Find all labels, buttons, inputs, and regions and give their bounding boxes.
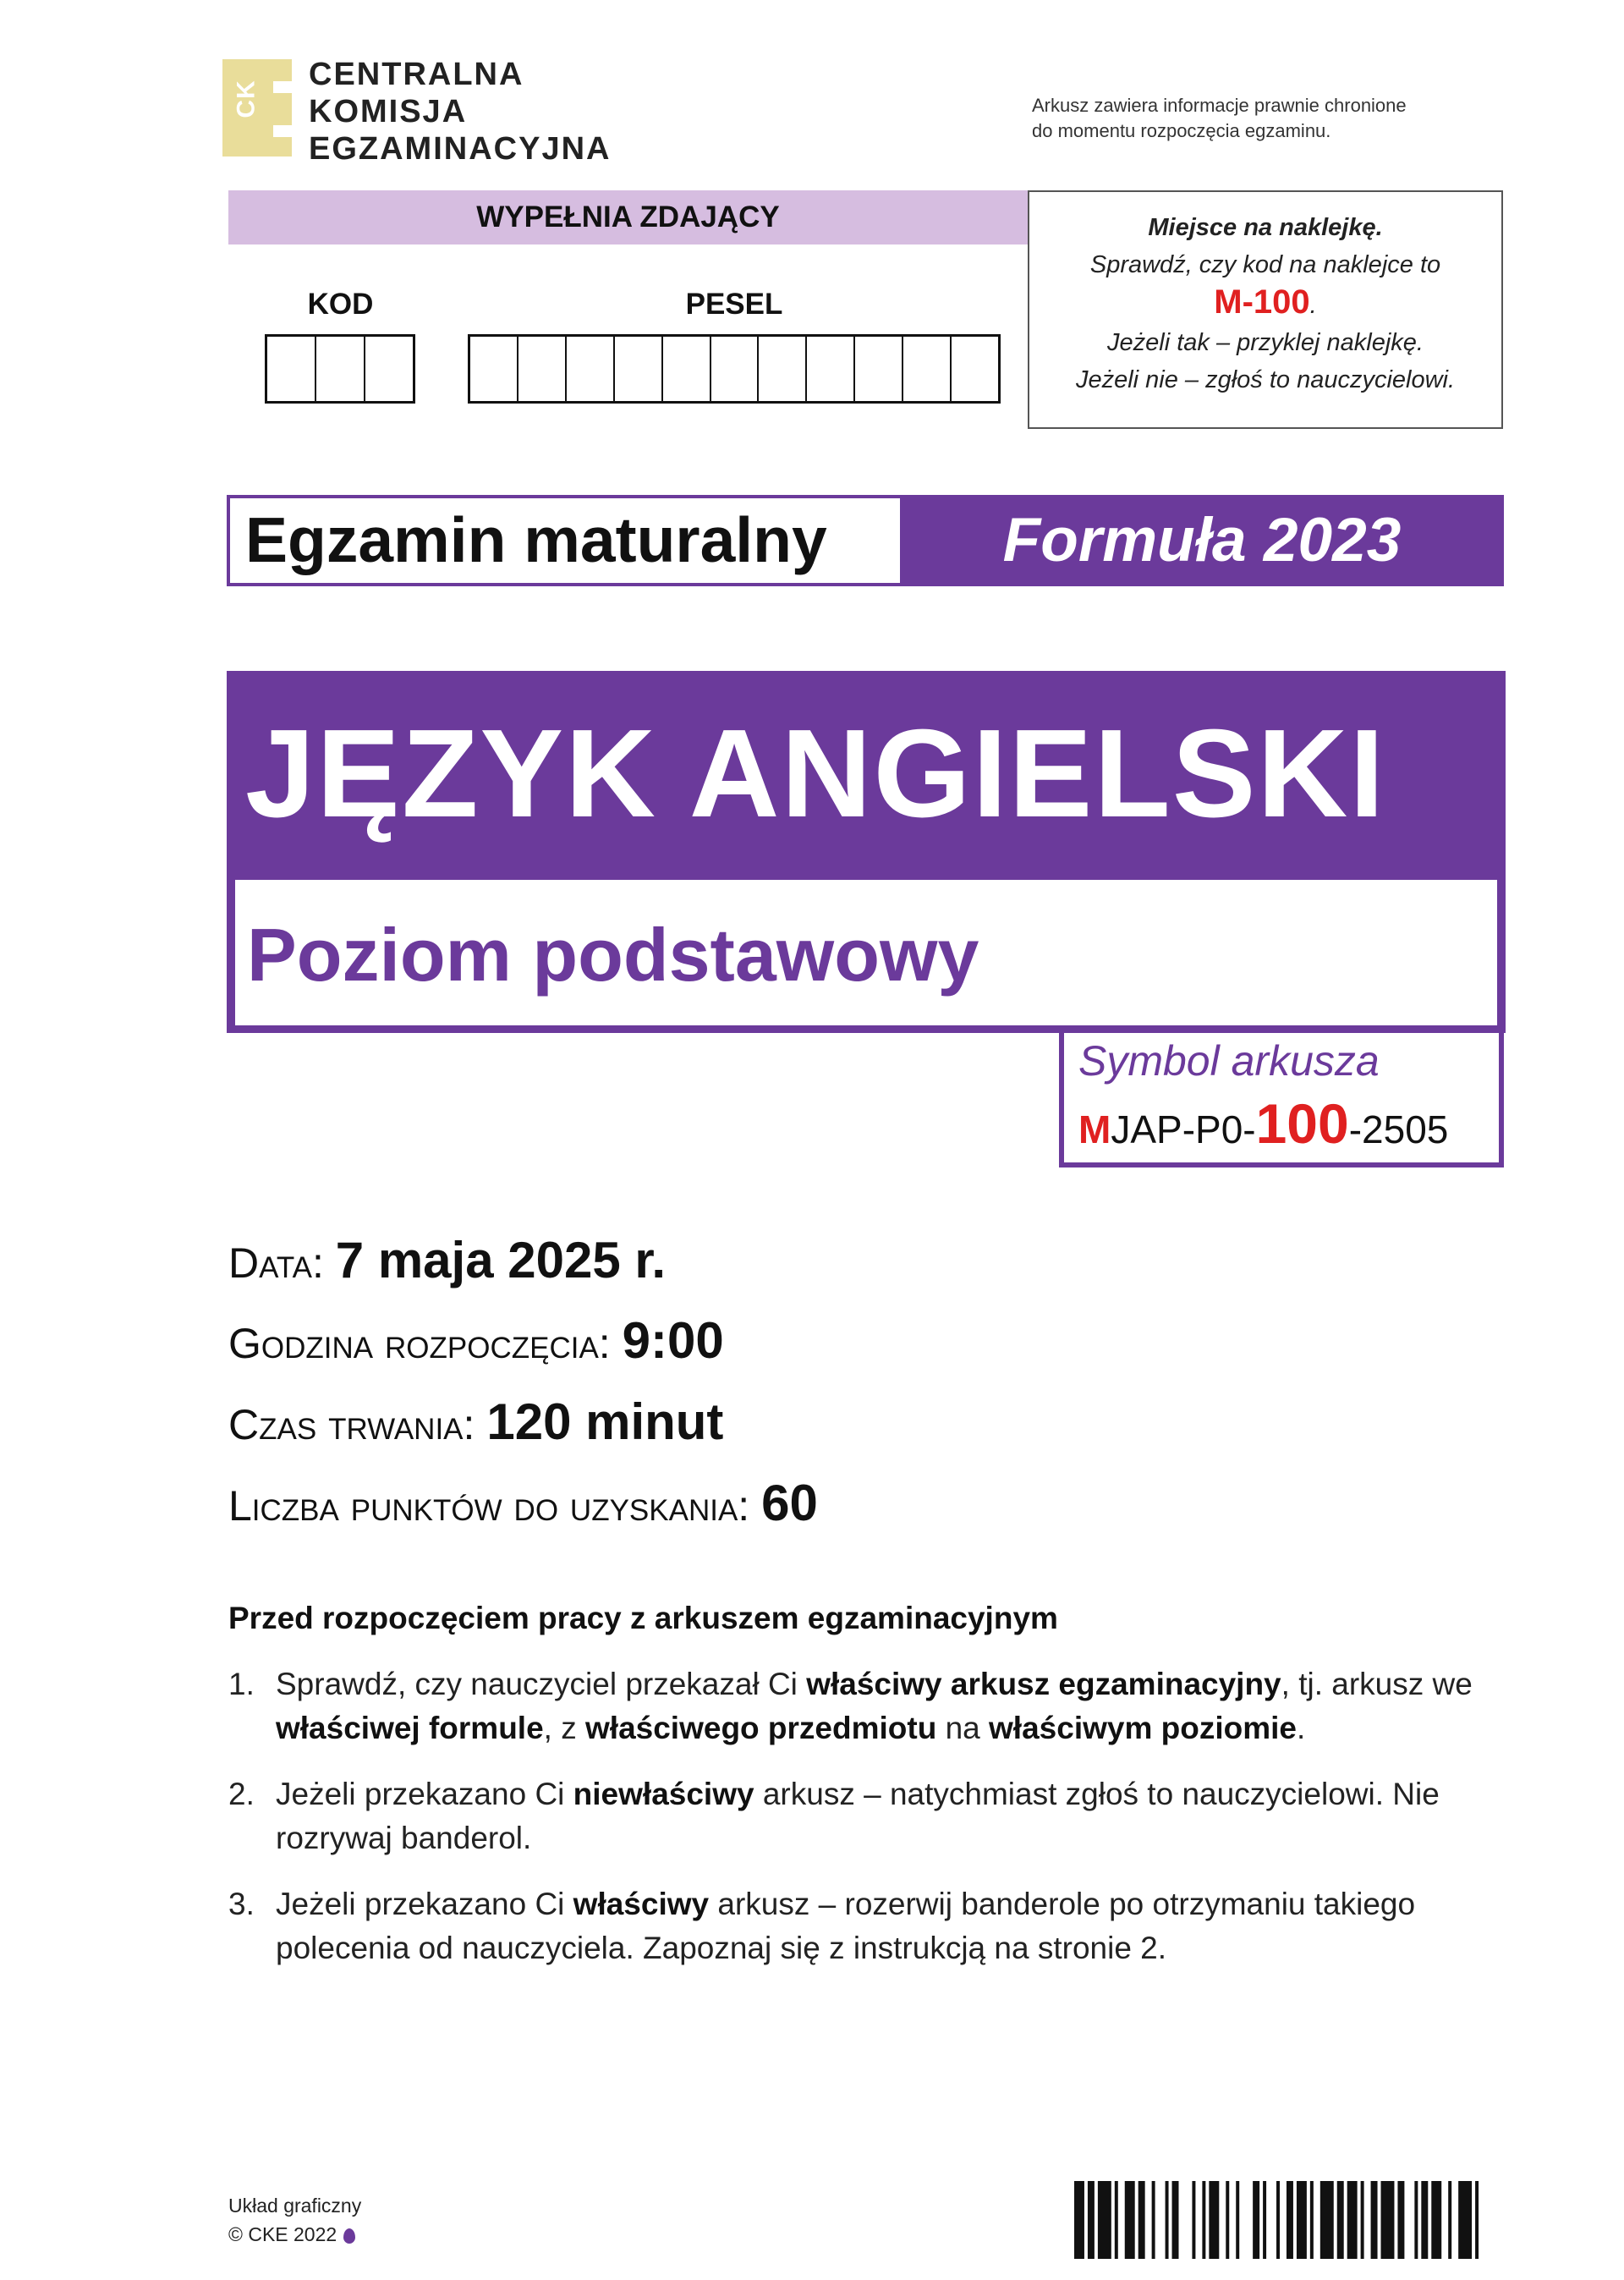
barcode — [1074, 2181, 1489, 2259]
info-date: Data: 7 maja 2025 r. — [228, 1232, 667, 1288]
instruction-item — [228, 1882, 1514, 1970]
kod-box[interactable] — [267, 337, 316, 401]
barcode-bar — [1172, 2181, 1179, 2259]
info-duration: Czas trwania: 120 minut — [228, 1393, 724, 1450]
instruction-text: Sprawdź, czy nauczyciel przekazał Ci właściwy arkusz egzaminacyjny, tj. arkusz we właściwej formule, z właściwego przedmiotu na właściwym poziomie. — [276, 1667, 1473, 1745]
barcode-bar — [1458, 2181, 1472, 2259]
cke-logo-text — [309, 56, 611, 168]
pesel-box[interactable] — [903, 337, 952, 401]
pesel-box[interactable] — [807, 337, 855, 401]
barcode-bar — [1152, 2181, 1155, 2259]
kod-input-boxes[interactable] — [265, 334, 415, 404]
barcode-bar — [1236, 2181, 1239, 2259]
pesel-box[interactable] — [567, 337, 615, 401]
pesel-label: PESEL — [685, 288, 783, 321]
barcode-bar — [1226, 2181, 1229, 2259]
sticker-area: Miejsce na naklejkę. Sprawdź, czy kod na naklejce to M-100. Jeżeli tak – przyklej naklejkę. Jeżeli nie – zgłoś to nauczycielowi. — [1028, 190, 1503, 429]
barcode-bar — [1347, 2181, 1358, 2259]
instruction-number: 3. — [228, 1887, 255, 1921]
barcode-bar — [1414, 2181, 1418, 2259]
barcode-bar — [1431, 2181, 1441, 2259]
info-start-time: Godzina rozpoczęcia: 9:00 — [228, 1312, 724, 1369]
pesel-box[interactable] — [470, 337, 518, 401]
info-points: Liczba punktów do uzyskania: 60 — [228, 1475, 818, 1531]
barcode-bar — [1287, 2181, 1293, 2259]
instruction-item — [228, 1662, 1514, 1750]
logo-line-1: CENTRALNA — [309, 57, 524, 92]
cke-logo-mark — [222, 59, 292, 157]
fill-section-title: WYPEŁNIA ZDAJĄCY — [476, 201, 780, 233]
barcode-bar — [1074, 2181, 1084, 2259]
barcode-bar — [1209, 2181, 1219, 2259]
barcode-bar — [1361, 2181, 1364, 2259]
barcode-bar — [1125, 2181, 1135, 2259]
sticker-code: M-100 — [1214, 283, 1310, 321]
barcode-bar — [1448, 2181, 1451, 2259]
barcode-bar — [1320, 2181, 1334, 2259]
pesel-box[interactable] — [759, 337, 807, 401]
barcode-bar — [1088, 2181, 1095, 2259]
barcode-bar — [1381, 2181, 1395, 2259]
logo-line-3: EGZAMINACYJNA — [309, 131, 612, 167]
barcode-bar — [1263, 2181, 1266, 2259]
footer-line-2: © CKE 2022 — [228, 2223, 337, 2245]
pesel-box[interactable] — [952, 337, 998, 401]
pesel-input-boxes[interactable] — [468, 334, 1001, 404]
pesel-box[interactable] — [711, 337, 760, 401]
barcode-bar — [1202, 2181, 1205, 2259]
kod-box[interactable] — [316, 337, 365, 401]
kod-box[interactable] — [365, 337, 413, 401]
drop-icon — [343, 2228, 355, 2244]
instruction-number: 2. — [228, 1777, 255, 1811]
barcode-bar — [1138, 2181, 1145, 2259]
barcode-bar — [1166, 2181, 1169, 2259]
kod-label: KOD — [307, 288, 374, 321]
legal-notice: Arkusz zawiera informacje prawnie chronione do momentu rozpoczęcia egzaminu. — [1032, 95, 1407, 141]
exam-title: Egzamin maturalny — [245, 504, 827, 575]
pesel-box[interactable] — [518, 337, 567, 401]
barcode-bar — [1276, 2181, 1280, 2259]
barcode-bar — [1297, 2181, 1307, 2259]
logo-mark-text: CK — [232, 80, 261, 118]
symbol-code: MJAP-P0-100-2505 — [1078, 1092, 1449, 1155]
footer — [228, 2191, 361, 2249]
sticker-title: Miejsce na naklejkę. — [1148, 214, 1383, 241]
subject-title: JĘZYK ANGIELSKI — [245, 704, 1386, 843]
instructions-heading: Przed rozpoczęciem pracy z arkuszem egzaminacyjnym — [228, 1601, 1058, 1635]
barcode-bar — [1337, 2181, 1344, 2259]
pesel-box[interactable] — [855, 337, 903, 401]
pesel-box[interactable] — [663, 337, 711, 401]
barcode-bar — [1192, 2181, 1195, 2259]
barcode-bar — [1475, 2181, 1479, 2259]
logo-line-2: KOMISJA — [309, 94, 468, 129]
subject-level: Poziom podstawowy — [247, 913, 979, 997]
barcode-bar — [1371, 2181, 1378, 2259]
symbol-label: Symbol arkusza — [1078, 1037, 1380, 1085]
instruction-text: Jeżeli przekazano Ci niewłaściwy arkusz – natychmiast zgłoś to nauczycielowi. Nie rozrywaj banderol. — [276, 1777, 1440, 1855]
barcode-bar — [1115, 2181, 1118, 2259]
exam-formula: Formuła 2023 — [1002, 506, 1402, 574]
instruction-text: Jeżeli przekazano Ci właściwy arkusz – rozerwij banderole po otrzymaniu takiego polecenia od nauczyciela. Zapoznaj się z instrukcją na stronie 2. — [276, 1887, 1416, 1965]
instructions-list — [228, 1662, 1514, 1992]
barcode-bar — [1397, 2181, 1404, 2259]
pesel-box[interactable] — [615, 337, 663, 401]
instruction-number: 1. — [228, 1667, 255, 1701]
barcode-bar — [1253, 2181, 1259, 2259]
instruction-item — [228, 1772, 1514, 1860]
barcode-bar — [1098, 2181, 1111, 2259]
footer-line-1: Układ graficzny — [228, 2195, 362, 2217]
barcode-bar — [1421, 2181, 1428, 2259]
barcode-bar — [1310, 2181, 1314, 2259]
